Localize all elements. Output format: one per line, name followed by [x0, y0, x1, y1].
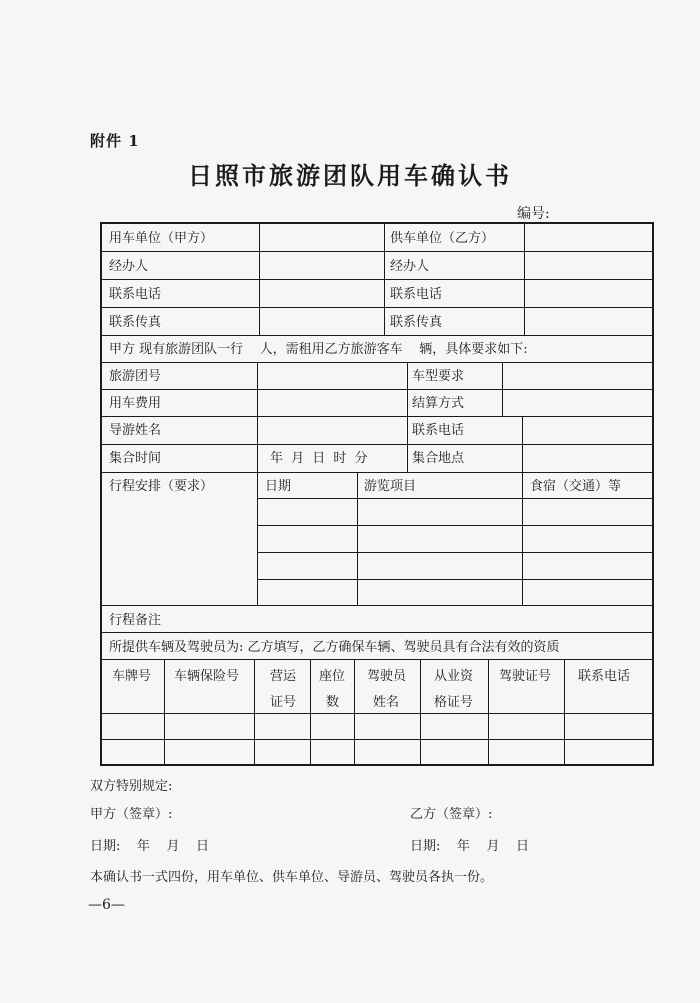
permit-header-2: 证号 [270, 695, 297, 710]
row-divider [102, 307, 652, 308]
col-divider [257, 472, 258, 605]
itinerary-row-divider [257, 579, 652, 580]
contact-phone-label: 联系电话 [412, 423, 465, 438]
cert-header-1: 从业资 [434, 669, 474, 684]
party-b-signature-label: 乙方（签章）: [410, 807, 493, 822]
phone-label-a: 联系电话 [109, 287, 162, 302]
row-divider [102, 362, 652, 363]
meeting-time-format: 年 月 日 时 分 [270, 451, 368, 466]
col-divider [259, 224, 260, 335]
row-divider [102, 444, 652, 445]
plate-header: 车牌号 [112, 669, 152, 684]
itinerary-meals-header: 食宿（交通）等 [530, 479, 622, 494]
party-b-date: 日期: 年 月 日 [410, 839, 529, 854]
seats-header-2: 数 [326, 695, 340, 710]
col-divider [420, 659, 421, 766]
settlement-label: 结算方式 [412, 396, 465, 411]
itinerary-date-header: 日期 [265, 479, 292, 494]
col-divider [524, 224, 525, 335]
serial-number-label: 编号: [517, 206, 550, 222]
confirmation-form-table [100, 222, 654, 766]
itinerary-remarks-label: 行程备注 [109, 613, 162, 628]
row-divider [102, 739, 652, 740]
col-divider [310, 659, 311, 766]
col-divider [407, 362, 408, 472]
col-divider [564, 659, 565, 766]
vehicles-intro: 所提供车辆及驾驶员为: 乙方填写，乙方确保车辆、驾驶员具有合法有效的资质 [109, 640, 560, 655]
itinerary-row-divider [257, 525, 652, 526]
phone-label-b: 联系电话 [390, 287, 443, 302]
row-divider [102, 389, 652, 390]
itinerary-label: 行程安排（要求） [109, 479, 214, 494]
driver-header-2: 姓名 [373, 695, 400, 710]
user-unit-label: 用车单位（甲方） [109, 231, 214, 246]
cert-header-2: 格证号 [434, 695, 474, 710]
row-divider [102, 659, 652, 660]
license-header: 驾驶证号 [499, 669, 552, 684]
permit-header-1: 营运 [270, 669, 297, 684]
col-divider [254, 659, 255, 766]
row-divider [102, 605, 652, 606]
itinerary-items-header: 游览项目 [364, 479, 417, 494]
party-a-signature-label: 甲方（签章）: [90, 807, 173, 822]
row-divider [102, 632, 652, 633]
page-number: —6— [88, 897, 125, 913]
document-title: 日照市旅游团队用车确认书 [188, 161, 512, 190]
supplier-unit-label: 供车单位（乙方） [390, 231, 495, 246]
col-divider [522, 416, 523, 472]
row-divider [102, 472, 652, 473]
col-divider [522, 472, 523, 605]
col-divider [257, 362, 258, 472]
handler-label-a: 经办人 [109, 259, 149, 274]
row-divider [102, 713, 652, 714]
meeting-place-label: 集合地点 [412, 451, 465, 466]
fee-label: 用车费用 [109, 396, 162, 411]
seats-header-1: 座位 [319, 669, 346, 684]
row-divider [102, 279, 652, 280]
row-divider [102, 335, 652, 336]
col-divider [357, 472, 358, 605]
vehicle-phone-header: 联系电话 [578, 669, 631, 684]
copies-note: 本确认书一式四份，用车单位、供车单位、导游员、驾驶员各执一份。 [90, 870, 494, 885]
col-divider [164, 659, 165, 766]
col-divider [354, 659, 355, 766]
vehicle-type-label: 车型要求 [412, 369, 465, 384]
special-provisions-label: 双方特别规定: [90, 779, 173, 794]
itinerary-row-divider [257, 498, 652, 499]
attachment-label: 附件 1 [90, 132, 140, 150]
party-a-date: 日期: 年 月 日 [90, 839, 209, 854]
driver-header-1: 驾驶员 [367, 669, 407, 684]
handler-label-b: 经办人 [390, 259, 430, 274]
col-divider [384, 224, 385, 335]
col-divider [502, 362, 503, 416]
fax-label-a: 联系传真 [109, 315, 162, 330]
guide-name-label: 导游姓名 [109, 423, 162, 438]
requirement-statement: 甲方 现有旅游团队一行 人，需租用乙方旅游客车 辆，具体要求如下: [109, 342, 528, 357]
meeting-time-label: 集合时间 [109, 451, 162, 466]
fax-label-b: 联系传真 [390, 315, 443, 330]
insurance-header: 车辆保险号 [174, 669, 240, 684]
col-divider [488, 659, 489, 766]
row-divider [102, 416, 652, 417]
itinerary-row-divider [257, 552, 652, 553]
row-divider [102, 251, 652, 252]
group-no-label: 旅游团号 [109, 369, 162, 384]
